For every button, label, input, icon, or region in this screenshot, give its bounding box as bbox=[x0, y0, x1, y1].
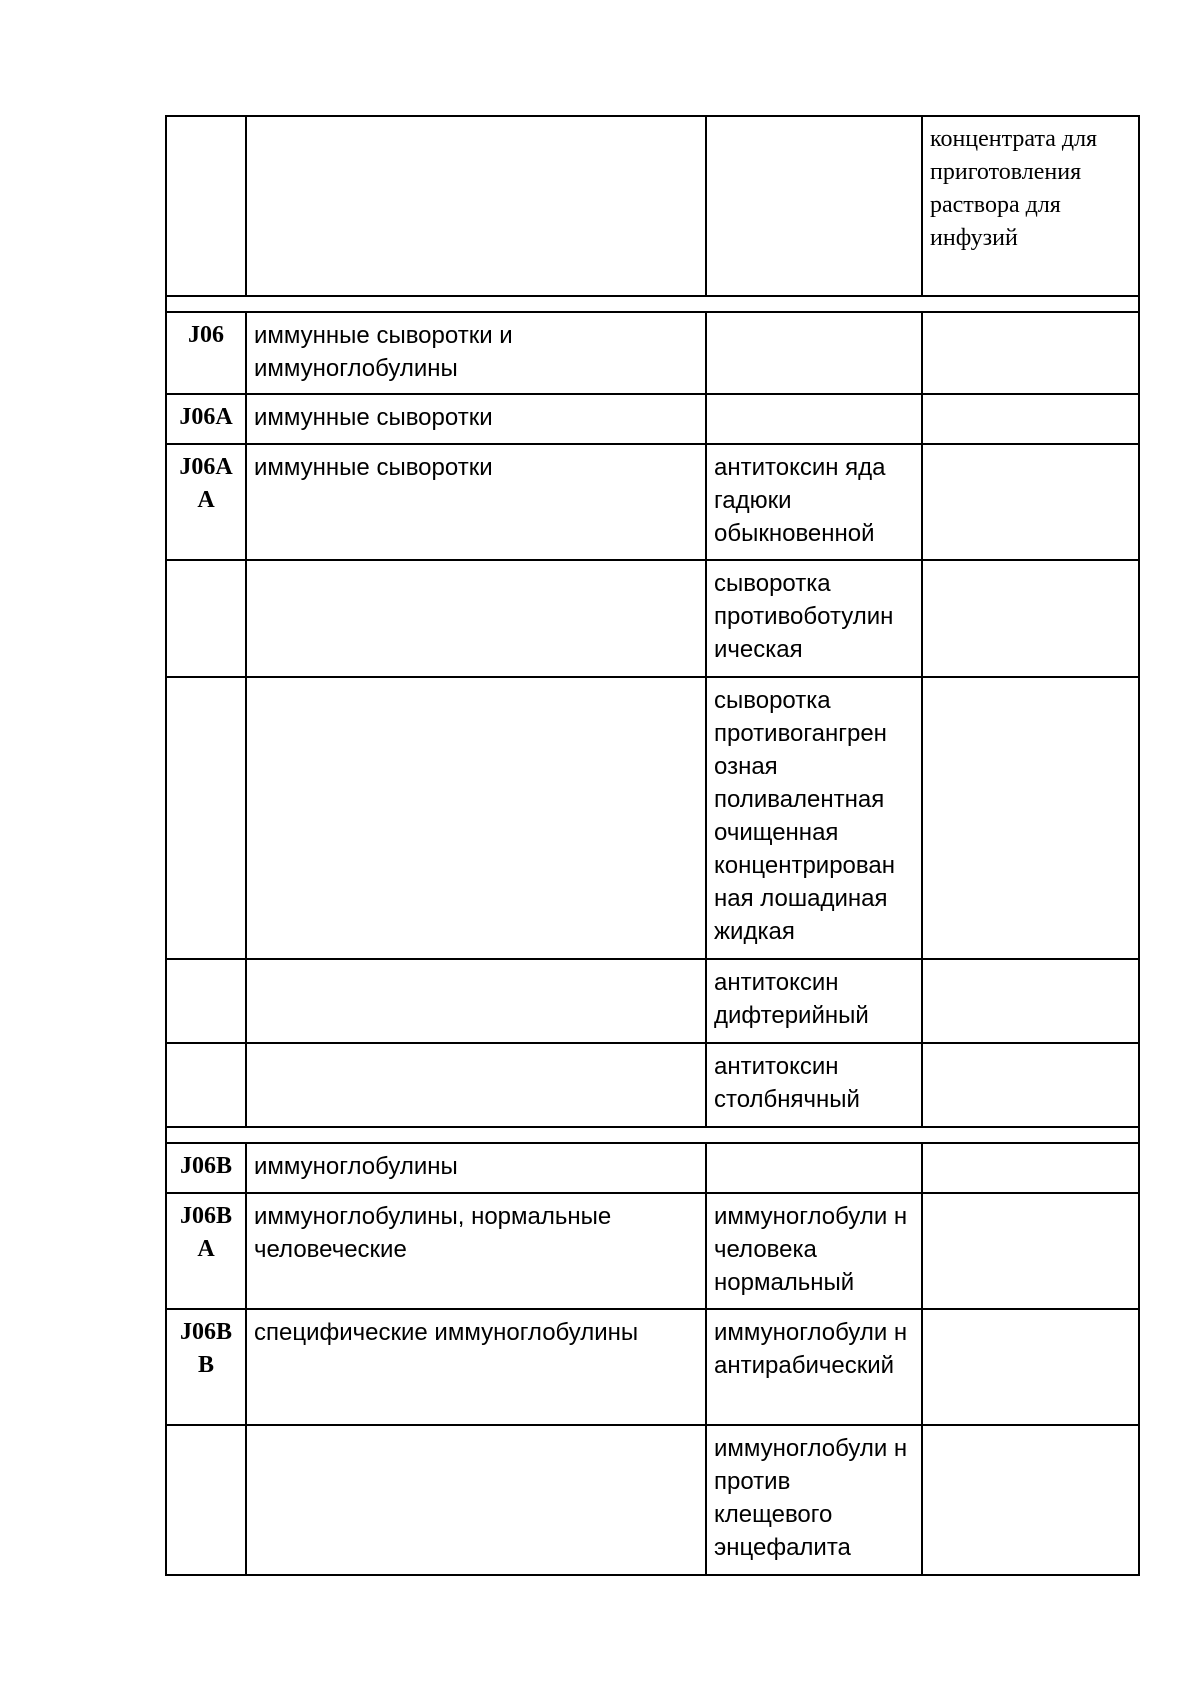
dosage-form-cell bbox=[922, 1043, 1139, 1127]
dosage-form-cell bbox=[922, 444, 1139, 560]
group-cell bbox=[246, 677, 706, 959]
dosage-form-cell bbox=[922, 1143, 1139, 1193]
dosage-form-cell bbox=[922, 677, 1139, 959]
table-row bbox=[166, 444, 1139, 560]
group-cell: иммуноглобулины bbox=[246, 1143, 706, 1193]
atc-code-cell: J06BA bbox=[166, 1193, 246, 1309]
atc-code-cell bbox=[166, 1425, 246, 1575]
drug-cell: сыворотка противоботулин ическая bbox=[706, 560, 922, 677]
atc-code-cell: J06BB bbox=[166, 1309, 246, 1425]
medicines-table bbox=[165, 115, 1140, 1576]
drug-cell: иммуноглобули н антирабический bbox=[706, 1309, 922, 1425]
table-row bbox=[166, 560, 1139, 677]
atc-code-cell bbox=[166, 677, 246, 959]
group-cell bbox=[246, 1043, 706, 1127]
drug-cell: антитоксин столбнячный bbox=[706, 1043, 922, 1127]
table-row bbox=[166, 312, 1139, 394]
drug-cell: сыворотка противогангрен озная поливалентная очищенная концентрирован ная лошадиная жидкая bbox=[706, 677, 922, 959]
table-row bbox=[166, 1043, 1139, 1127]
divider-cell bbox=[166, 1127, 1139, 1143]
table-row bbox=[166, 1193, 1139, 1309]
group-cell: иммунные сыворотки bbox=[246, 394, 706, 444]
group-cell: иммунные сыворотки и иммуноглобулины bbox=[246, 312, 706, 394]
table-row bbox=[166, 394, 1139, 444]
dosage-form-cell bbox=[922, 959, 1139, 1043]
dosage-form-cell bbox=[922, 1425, 1139, 1575]
group-cell bbox=[246, 1425, 706, 1575]
section-divider bbox=[166, 1127, 1139, 1143]
group-cell: специфические иммуноглобулины bbox=[246, 1309, 706, 1425]
drug-cell bbox=[706, 1143, 922, 1193]
atc-code-cell: J06 bbox=[166, 312, 246, 394]
dosage-form-cell bbox=[922, 1309, 1139, 1425]
dosage-form-cell: концентрата для приготовления раствора для инфузий bbox=[922, 116, 1139, 296]
drug-cell bbox=[706, 312, 922, 394]
dosage-form-cell bbox=[922, 560, 1139, 677]
atc-code-cell: J06AA bbox=[166, 444, 246, 560]
atc-code-cell: J06B bbox=[166, 1143, 246, 1193]
group-cell bbox=[246, 959, 706, 1043]
dosage-form-cell bbox=[922, 1193, 1139, 1309]
drug-cell: антитоксин яда гадюки обыкновенной bbox=[706, 444, 922, 560]
table-row bbox=[166, 677, 1139, 959]
table-row bbox=[166, 116, 1139, 296]
table-row bbox=[166, 959, 1139, 1043]
table-row bbox=[166, 1309, 1139, 1425]
group-cell bbox=[246, 116, 706, 296]
section-divider bbox=[166, 296, 1139, 312]
drug-cell: антитоксин дифтерийный bbox=[706, 959, 922, 1043]
dosage-form-cell bbox=[922, 312, 1139, 394]
atc-code-cell bbox=[166, 959, 246, 1043]
atc-code-cell bbox=[166, 1043, 246, 1127]
divider-cell bbox=[166, 296, 1139, 312]
atc-code-cell bbox=[166, 116, 246, 296]
drug-cell: иммуноглобули н против клещевого энцефалита bbox=[706, 1425, 922, 1575]
dosage-form-cell bbox=[922, 394, 1139, 444]
table-row bbox=[166, 1425, 1139, 1575]
atc-code-cell bbox=[166, 560, 246, 677]
group-cell: иммуноглобулины, нормальные человеческие bbox=[246, 1193, 706, 1309]
group-cell bbox=[246, 560, 706, 677]
drug-cell bbox=[706, 116, 922, 296]
group-cell: иммунные сыворотки bbox=[246, 444, 706, 560]
table-row bbox=[166, 1143, 1139, 1193]
drug-cell bbox=[706, 394, 922, 444]
atc-code-cell: J06A bbox=[166, 394, 246, 444]
drug-cell: иммуноглобули н человека нормальный bbox=[706, 1193, 922, 1309]
